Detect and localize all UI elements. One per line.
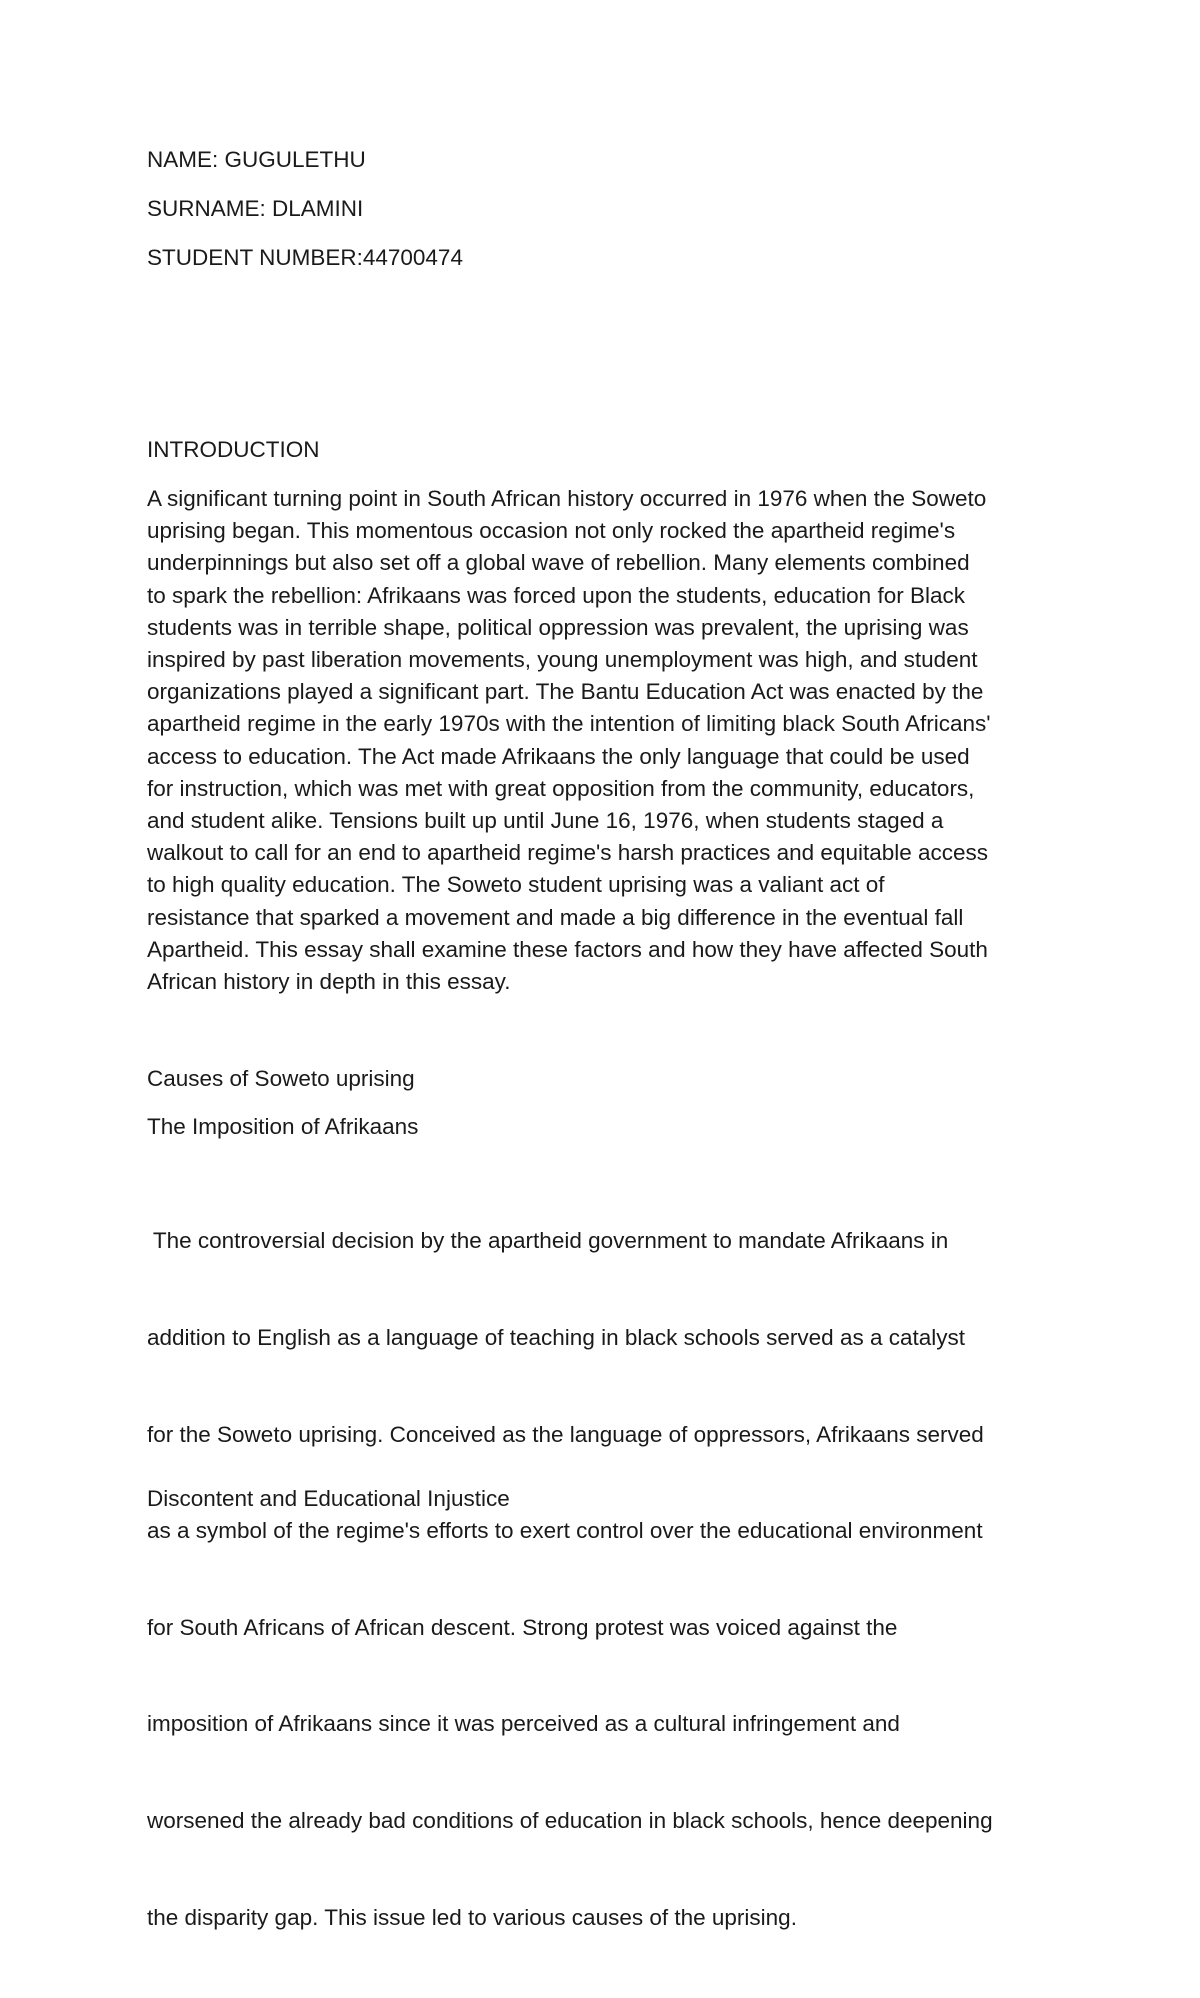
paragraph-line: Apartheid. This essay shall examine these factors and how they have affected South [147, 936, 988, 962]
paragraph-line: to spark the rebellion: Afrikaans was forced upon the students, education for Black [147, 582, 965, 608]
paragraph-line: for instruction, which was met with great opposition from the community, educators, [147, 775, 975, 801]
paragraph-line: imposition of Afrikaans since it was perceived as a cultural infringement and [147, 1711, 900, 1737]
discontent-heading: Discontent and Educational Injustice [147, 1486, 510, 1511]
imposition-subheading: The Imposition of Afrikaans [147, 1114, 419, 1139]
introduction-paragraph [147, 483, 1087, 998]
paragraph-line: and student alike. Tensions built up until June 16, 1976, when students staged a [147, 808, 944, 834]
paragraph-line: organizations played a significant part. The Bantu Education Act was enacted by the [147, 679, 984, 705]
paragraph-line: access to education. The Act made Afrikaans the only language that could be used [147, 743, 970, 769]
paragraph-line: as a symbol of the regime's efforts to exert control over the educational environment [147, 1518, 983, 1544]
student-surname: SURNAME: DLAMINI [147, 196, 364, 221]
causes-heading: Causes of Soweto uprising [147, 1066, 415, 1091]
paragraph-line: African history in depth in this essay. [147, 969, 511, 995]
paragraph-line: resistance that sparked a movement and made a big difference in the eventual fall [147, 904, 964, 930]
paragraph-line: to high quality education. The Soweto student uprising was a valiant act of [147, 872, 885, 898]
paragraph-line: worsened the already bad conditions of education in black schools, hence deepening [147, 1808, 993, 1834]
imposition-paragraph [147, 1161, 1087, 1998]
paragraph-line: apartheid regime in the early 1970s with the intention of limiting black South Africans' [147, 711, 991, 737]
paragraph-line: for South Africans of African descent. Strong protest was voiced against the [147, 1614, 898, 1640]
paragraph-line: addition to English as a language of teaching in black schools served as a catalyst [147, 1325, 966, 1351]
introduction-heading: INTRODUCTION [147, 437, 320, 462]
paragraph-line: inspired by past liberation movements, young unemployment was high, and student [147, 647, 978, 673]
student-number: STUDENT NUMBER:44700474 [147, 245, 463, 270]
paragraph-line: students was in terrible shape, political oppression was prevalent, the uprising was [147, 614, 969, 640]
paragraph-line: for the Soweto uprising. Conceived as the language of oppressors, Afrikaans served [147, 1421, 984, 1447]
student-name: NAME: GUGULETHU [147, 147, 366, 172]
paragraph-line: walkout to call for an end to apartheid regime's harsh practices and equitable access [147, 840, 989, 866]
paragraph-line: uprising began. This momentous occasion not only rocked the apartheid regime's [147, 518, 956, 544]
paragraph-line: the disparity gap. This issue led to various causes of the uprising. [147, 1904, 797, 1930]
paragraph-line: A significant turning point in South African history occurred in 1976 when the Soweto [147, 486, 987, 511]
paragraph-line: The controversial decision by the apartheid government to mandate Afrikaans in [147, 1228, 949, 1254]
paragraph-line: underpinnings but also set off a global wave of rebellion. Many elements combined [147, 550, 970, 576]
